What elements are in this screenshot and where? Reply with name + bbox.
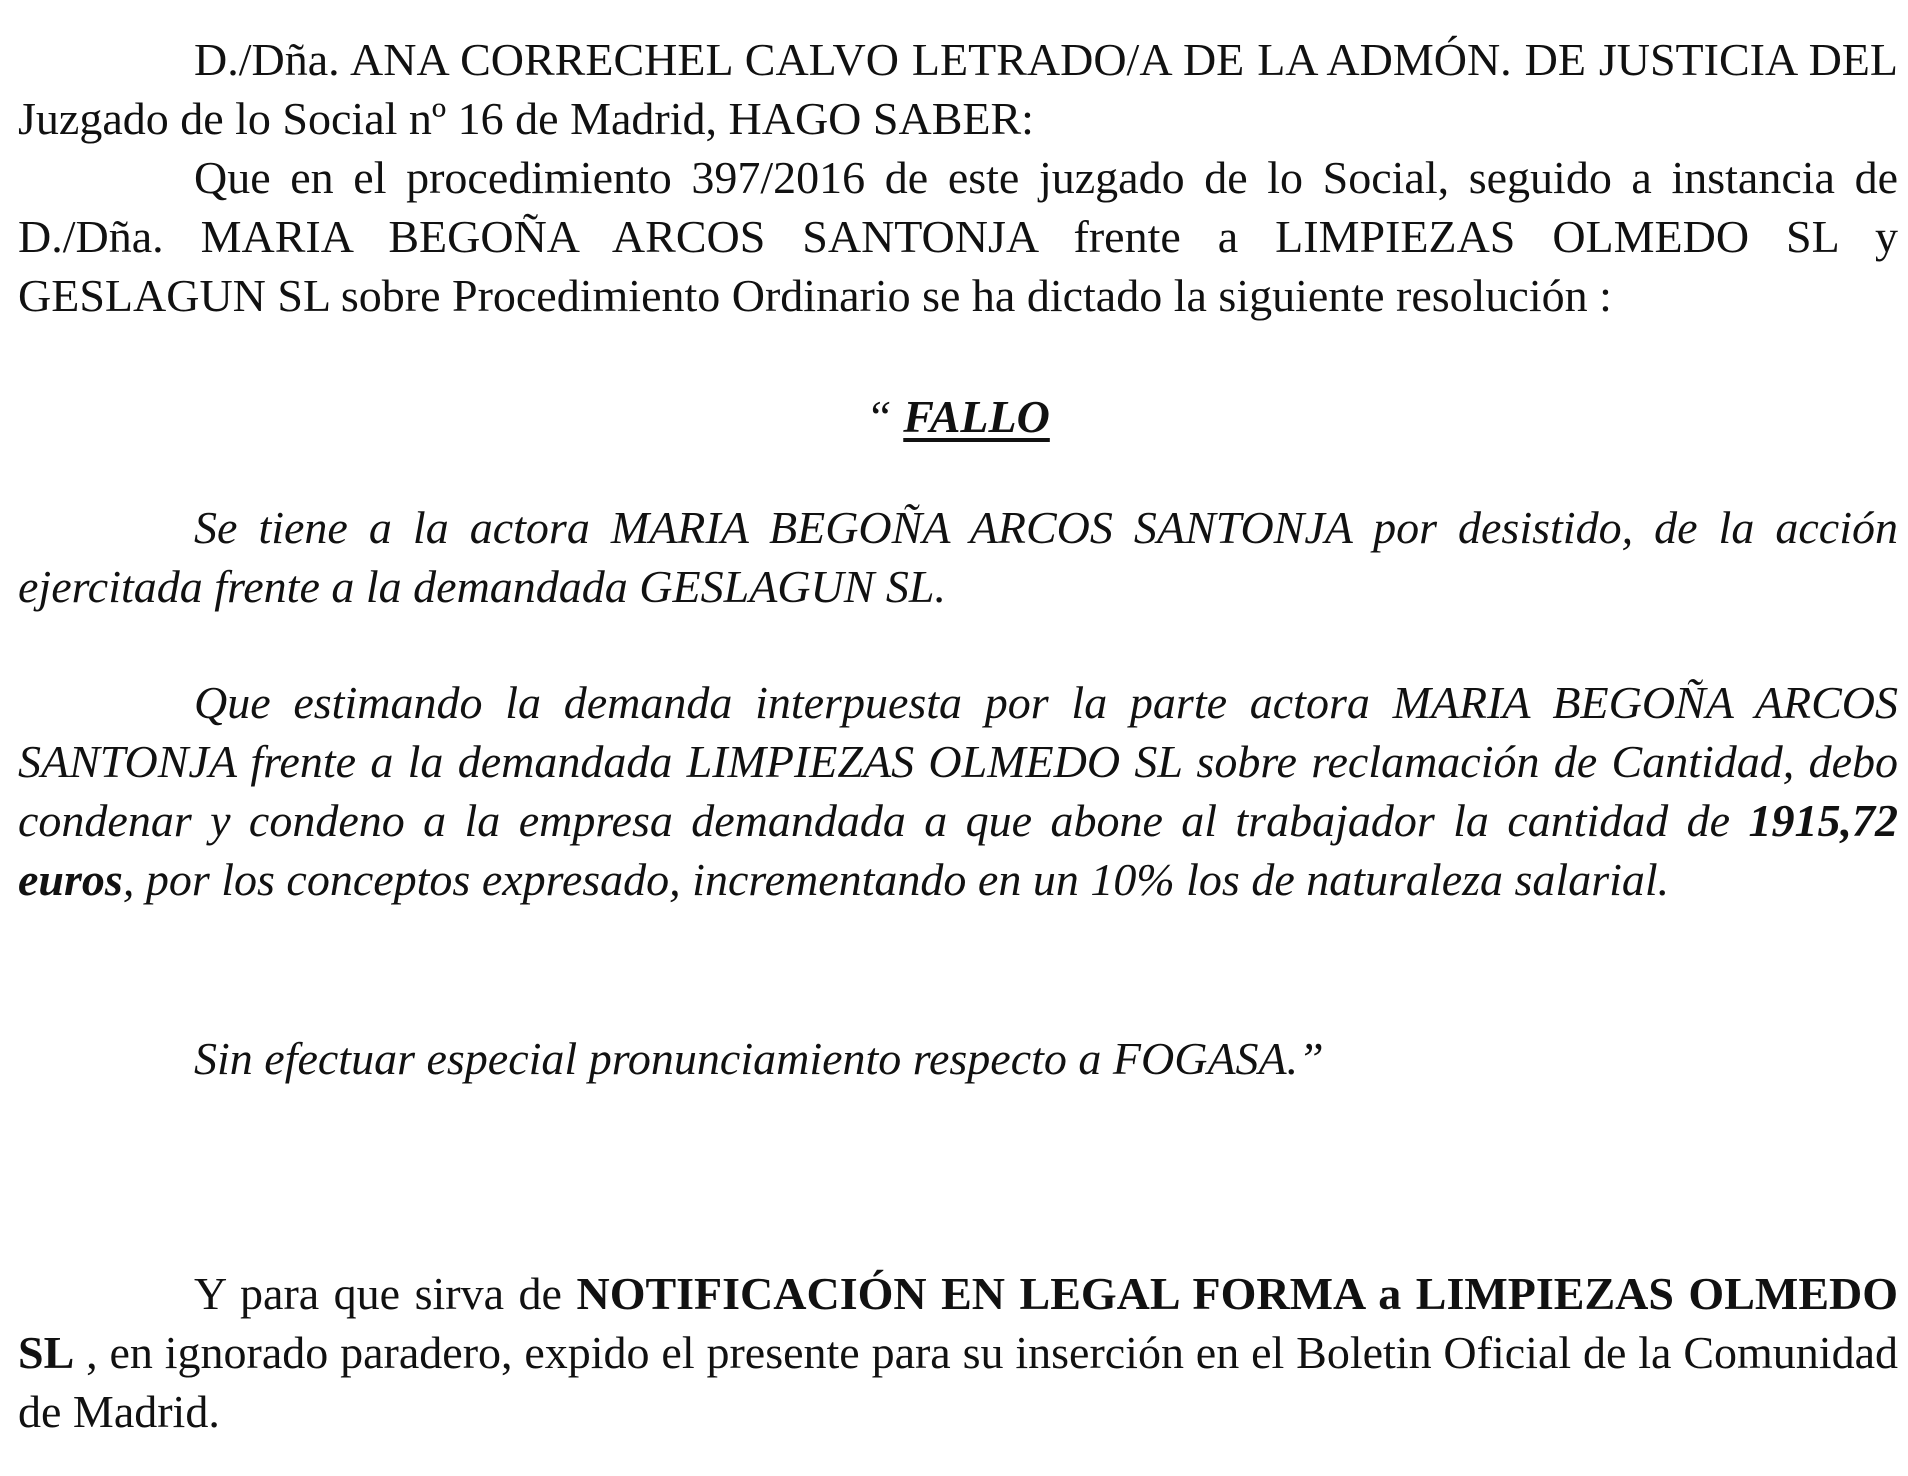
condena-amount: 1915,72 euros <box>18 795 1898 905</box>
desistimiento-paragraph <box>18 498 1898 616</box>
estimacion-text-2: , por los conceptos expresado, incrementando en un 10% los de naturaleza salarial. <box>122 854 1670 905</box>
fallo-heading <box>18 387 1898 446</box>
fallo-open-quote: “ <box>866 391 904 442</box>
desistimiento-text: Se tiene a la actora MARIA BEGOÑA ARCOS SANTONJA por desistido, de la acción ejercitada frente a la demandada GESLAGUN SL. <box>18 502 1898 612</box>
intro-text: D./Dña. ANA CORRECHEL CALVO LETRADO/A DE LA ADMÓN. DE JUSTICIA DEL Juzgado de lo Social nº 16 de Madrid, HAGO SABER: <box>18 34 1898 144</box>
procedure-text: Que en el procedimiento 397/2016 de este juzgado de lo Social, seguido a instancia de D./Dña. MARIA BEGOÑA ARCOS SANTONJA frente a LIMPIEZAS OLMEDO SL y GESLAGUN SL sobre Procedimiento Ordinario se ha dictado la siguiente resolución : <box>18 152 1898 321</box>
estimacion-paragraph <box>18 673 1898 909</box>
intro-paragraph <box>18 30 1898 148</box>
notificacion-text-2: , en ignorado paradero, expido el presente para su inserción en el Boletin Oficial de la Comunidad de Madrid. <box>18 1327 1898 1437</box>
notificacion-text-1: Y para que sirva de <box>194 1268 577 1319</box>
procedure-paragraph <box>18 148 1898 325</box>
fogasa-text: Sin efectuar especial pronunciamiento respecto a FOGASA.” <box>194 1033 1324 1084</box>
fallo-title: FALLO <box>903 391 1050 442</box>
fogasa-paragraph <box>18 1029 1898 1088</box>
notificacion-bold: NOTIFICACIÓN EN LEGAL FORMA a LIMPIEZAS OLMEDO SL <box>18 1268 1898 1378</box>
document-page <box>18 30 1898 1441</box>
estimacion-text-1: Que estimando la demanda interpuesta por la parte actora MARIA BEGOÑA ARCOS SANTONJA frente a la demandada LIMPIEZAS OLMEDO SL sobre reclamación de Cantidad, debo condenar y condeno a la empresa demandada a que abone al trabajador la cantidad de <box>18 677 1898 846</box>
notificacion-paragraph <box>18 1264 1898 1441</box>
